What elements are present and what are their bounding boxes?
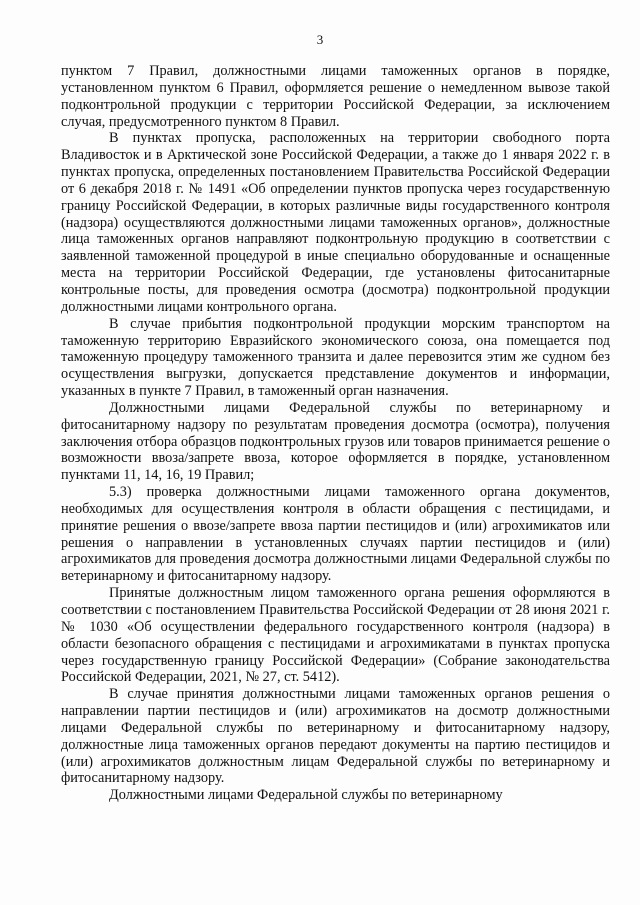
paragraph: Должностными лицами Федеральной службы по ветеринарному и фитосанитарному надзору по результатам проведения досмотра (осмотра), получения заключения отбора образцов подконтрольных грузов или товаров принимается решение о возможности ввоза/запрете ввоза, которое оформляется в порядке, установленном пунктами 11, 14, 16, 19 Правил; xyxy=(61,399,610,484)
document-body xyxy=(61,63,610,804)
paragraph: Принятые должностным лицом таможенного органа решения оформляются в соответствии с постановлением Правительства Российской Федерации от 28 июня 2021 г. № 1030 «Об осуществлении федерального государственного контроля (надзора) в области безопасного обращения с пестицидами и агрохимикатами в пунктах пропуска через государственную границу Российской Федерации» (Собрание законодательства Российской Федерации, 2021, № 27, ст. 5412). xyxy=(61,585,610,686)
paragraph: В случае принятия должностными лицами таможенных органов решения о направлении партии пестицидов и (или) агрохимикатов на досмотр должностными лицами Федеральной службы по ветеринарному и фитосанитарному надзору, должностные лица таможенных органов передают документы на партию пестицидов и (или) агрохимикатов должностным лицам Федеральной службы по ветеринарному и фитосанитарному надзору. xyxy=(61,686,610,787)
paragraph: Должностными лицами Федеральной службы по ветеринарному xyxy=(109,787,503,804)
page-number: 3 xyxy=(316,32,324,47)
paragraph: 5.3) проверка должностными лицами таможенного органа документов, необходимых для осуществления контроля в области обращения с пестицидами, и принятие решения о ввозе/запрете ввоза партии пестицидов и (или) агрохимикатов или решения о направлении в установленных случаях партии пестицидов и (или) агрохимикатов для проведения досмотра должностными лицами Федеральной службы по ветеринарному и фитосанитарному надзору. xyxy=(61,484,610,585)
paragraph: В случае прибытия подконтрольной продукции морским транспортом на таможенную территорию Евразийского экономического союза, она помещается под таможенную процедуру таможенного транзита и далее перевозится этим же судном без осуществления выгрузки, допускается представление документов и информации, указанных в пункте 7 Правил, в таможенный орган назначения. xyxy=(61,315,610,400)
paragraph: пунктом 7 Правил, должностными лицами таможенных органов в порядке, установленном пунктом 6 Правил, оформляется решение о немедленном вывозе такой подконтрольной продукции с территории Российской Федерации, за исключением случая, предусмотренного пунктом 8 Правил. xyxy=(61,63,610,130)
paragraph: В пунктах пропуска, расположенных на территории свободного порта Владивосток и в Арктической зоне Российской Федерации, а также до 1 января 2022 г. в пунктах пропуска, определенных постановлением Правительства Российской Федерации от 6 декабря 2018 г. № 1491 «Об определении пунктов пропуска через государственную границу Российской Федерации, в которых различные виды государственного контроля (надзора) осуществляются должностными лицами таможенных органов», должностные лица таможенных органов направляют подконтрольную продукцию в соответствии с заявленной таможенной процедурой в иные специально оборудованные и оснащенные места на территории Российской Федерации, где установлены фитосанитарные контрольные посты, для проведения осмотра (досмотра) подконтрольной продукции должностными лицами контрольного органа. xyxy=(61,130,610,315)
